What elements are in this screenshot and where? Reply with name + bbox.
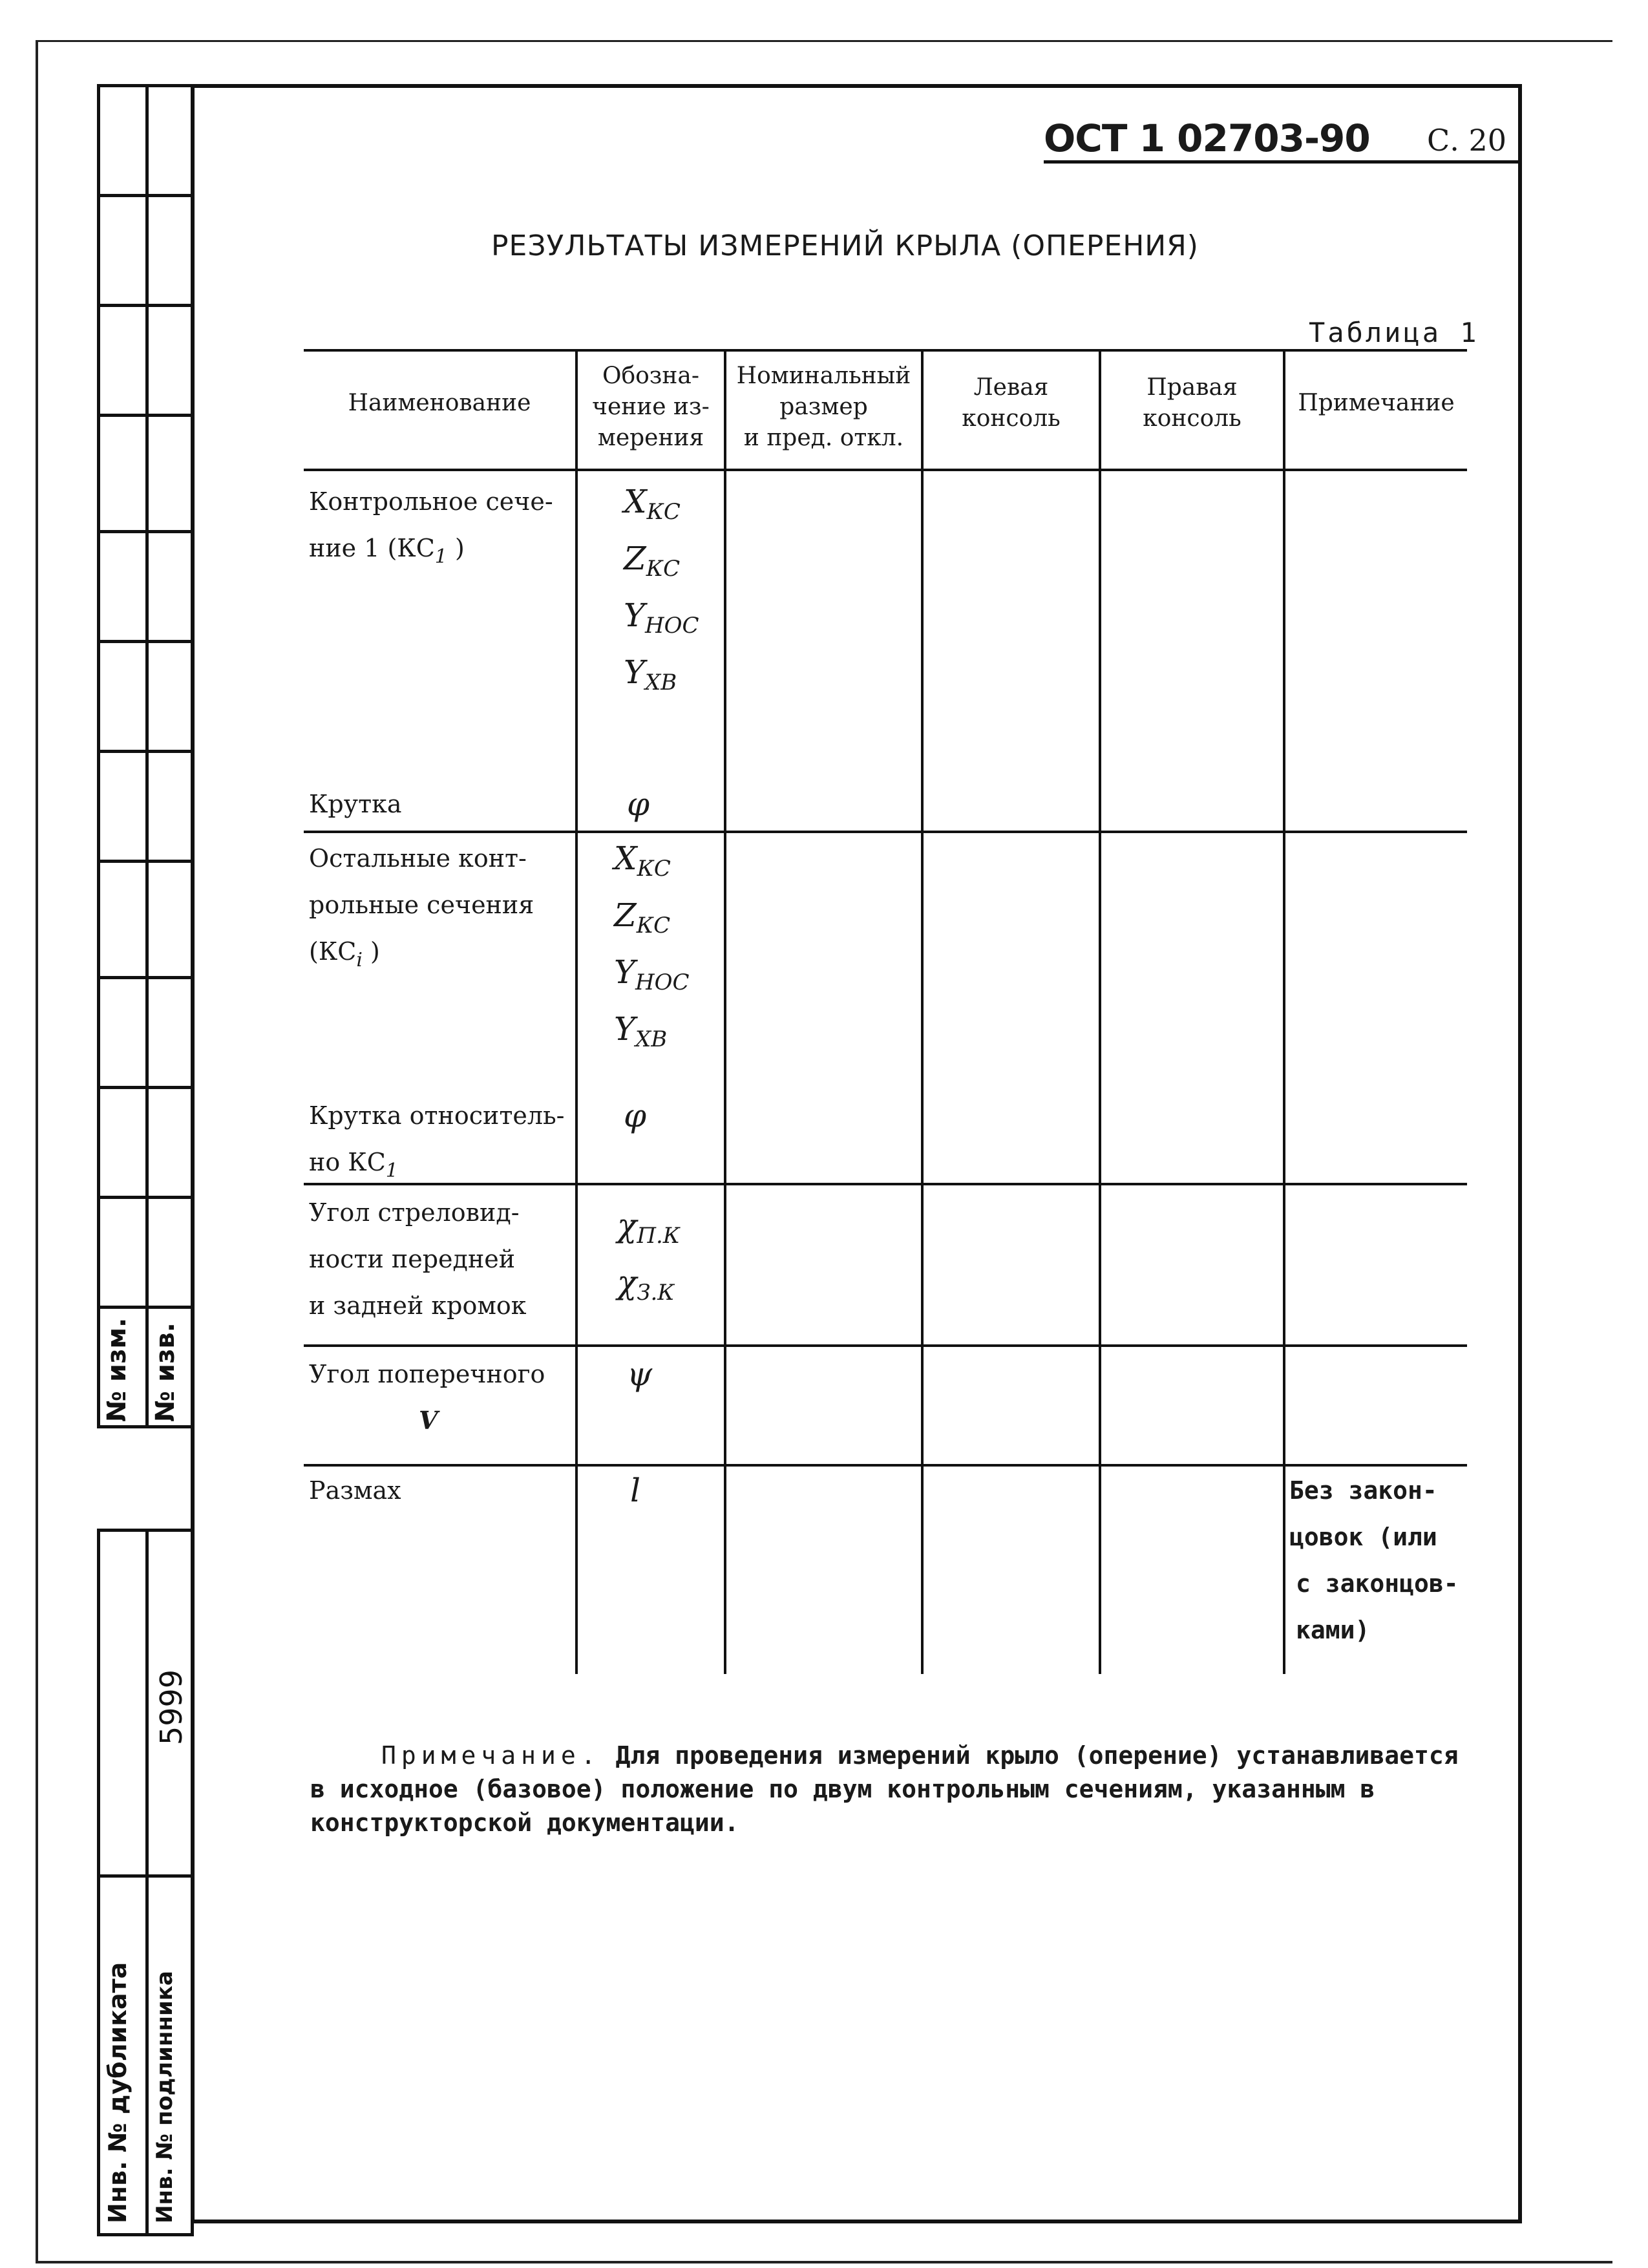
stub-divider: [97, 1874, 194, 1878]
stub-divider: [97, 750, 194, 753]
doc-title: РЕЗУЛЬТАТЫ ИЗМЕРЕНИЙ КРЫЛА (ОПЕРЕНИЯ): [491, 229, 1199, 262]
row-name-twist: Крутка: [309, 790, 402, 818]
row-symbol-relative-twist: φ: [624, 1097, 647, 1134]
row-name-relative-twist: Крутка относитель- но $КС_1$: [309, 1101, 565, 1182]
stub-izm-label: № изм.: [102, 1317, 132, 1422]
stub-inv-orig-label: Инв. № подлинника: [152, 1971, 178, 2223]
row-symbols-control-section-1: $X_{КС}$ $Z_{КС}$ $Y_{НОС}$ $Y_{ХВ}$: [624, 483, 699, 695]
col-header-note: Примечание: [1298, 390, 1455, 416]
col-rule: [1283, 349, 1285, 1674]
row-symbol-twist: φ: [627, 785, 650, 823]
col-header-name: Наименование: [348, 390, 531, 416]
col-header-left-console: Левая консоль: [962, 374, 1061, 432]
stub-inv-dup-label: Инв. № дубликата: [103, 1962, 132, 2223]
page-number: С. 20: [1427, 123, 1506, 158]
stub-divider: [97, 640, 194, 643]
col-header-symbol: Обозна- чение из- мерения: [592, 363, 710, 451]
col-rule: [921, 349, 924, 1674]
row-note-span: Без закон- цовок (или с законцов- ками): [1289, 1476, 1459, 1644]
measurement-table: [304, 349, 1467, 1674]
row-name-dihedral: Угол поперечного V: [309, 1360, 545, 1435]
table-row-rule: [304, 1344, 1467, 1347]
table-header-rule: [304, 469, 1467, 471]
row-symbol-dihedral: ψ: [627, 1355, 653, 1393]
row-name-other-sections: Остальные конт- рольные сечения ($КС_i$ ): [309, 844, 534, 971]
row-symbols-sweep-angle: $\chi_{П.К}$ $\chi_{З.К}$: [617, 1207, 681, 1306]
row-symbol-span: l: [630, 1472, 640, 1509]
stub-divider: [97, 1196, 194, 1199]
table-top-rule: [304, 349, 1467, 352]
row-symbols-other-sections: $X_{КС}$ $Z_{КС}$ $Y_{НОС}$ $Y_{ХВ}$: [614, 840, 690, 1052]
stub-inv-number: 5999: [154, 1669, 189, 1745]
stub-izv-label: № изв.: [151, 1322, 180, 1422]
footnote-text: Для проведения измерений крыло (оперение) устанавливается в исходное (базовое) положение по двум контрольным сечениям, указанным в конструкторской документации.: [310, 1741, 1459, 1837]
row-name-span: Размах: [309, 1476, 401, 1505]
col-header-right-console: Правая консоль: [1143, 374, 1241, 432]
header-underline: [1044, 160, 1522, 164]
col-rule: [575, 349, 578, 1674]
footnote-lead: Примечание.: [381, 1741, 601, 1770]
row-name-control-section-1: Контрольное сече- ние 1 ($КС_1$ ): [309, 487, 553, 568]
stub-divider: [97, 304, 194, 307]
doc-code: ОСТ 1 02703-90: [1044, 116, 1370, 160]
stub-divider: [97, 976, 194, 979]
col-rule: [1099, 349, 1101, 1674]
table-row-rule: [304, 1464, 1467, 1467]
footnote: [310, 1739, 1461, 1839]
stub-divider: [97, 1086, 194, 1089]
table-caption: Таблица 1: [1309, 317, 1479, 348]
table-row-rule: [304, 831, 1467, 833]
stub-divider: [97, 414, 194, 417]
stub-column-right: [145, 84, 194, 1428]
col-header-nominal: Номинальный размер и пред. откл.: [736, 363, 911, 451]
stub-divider: [97, 860, 194, 863]
stub-divider: [97, 530, 194, 533]
col-rule: [724, 349, 726, 1674]
stub-divider: [97, 1306, 194, 1309]
row-name-sweep-angle: Угол стреловид- ности передней и задней кромок: [309, 1198, 527, 1320]
stub-column-left: [97, 84, 149, 1428]
stub-divider: [97, 194, 194, 197]
